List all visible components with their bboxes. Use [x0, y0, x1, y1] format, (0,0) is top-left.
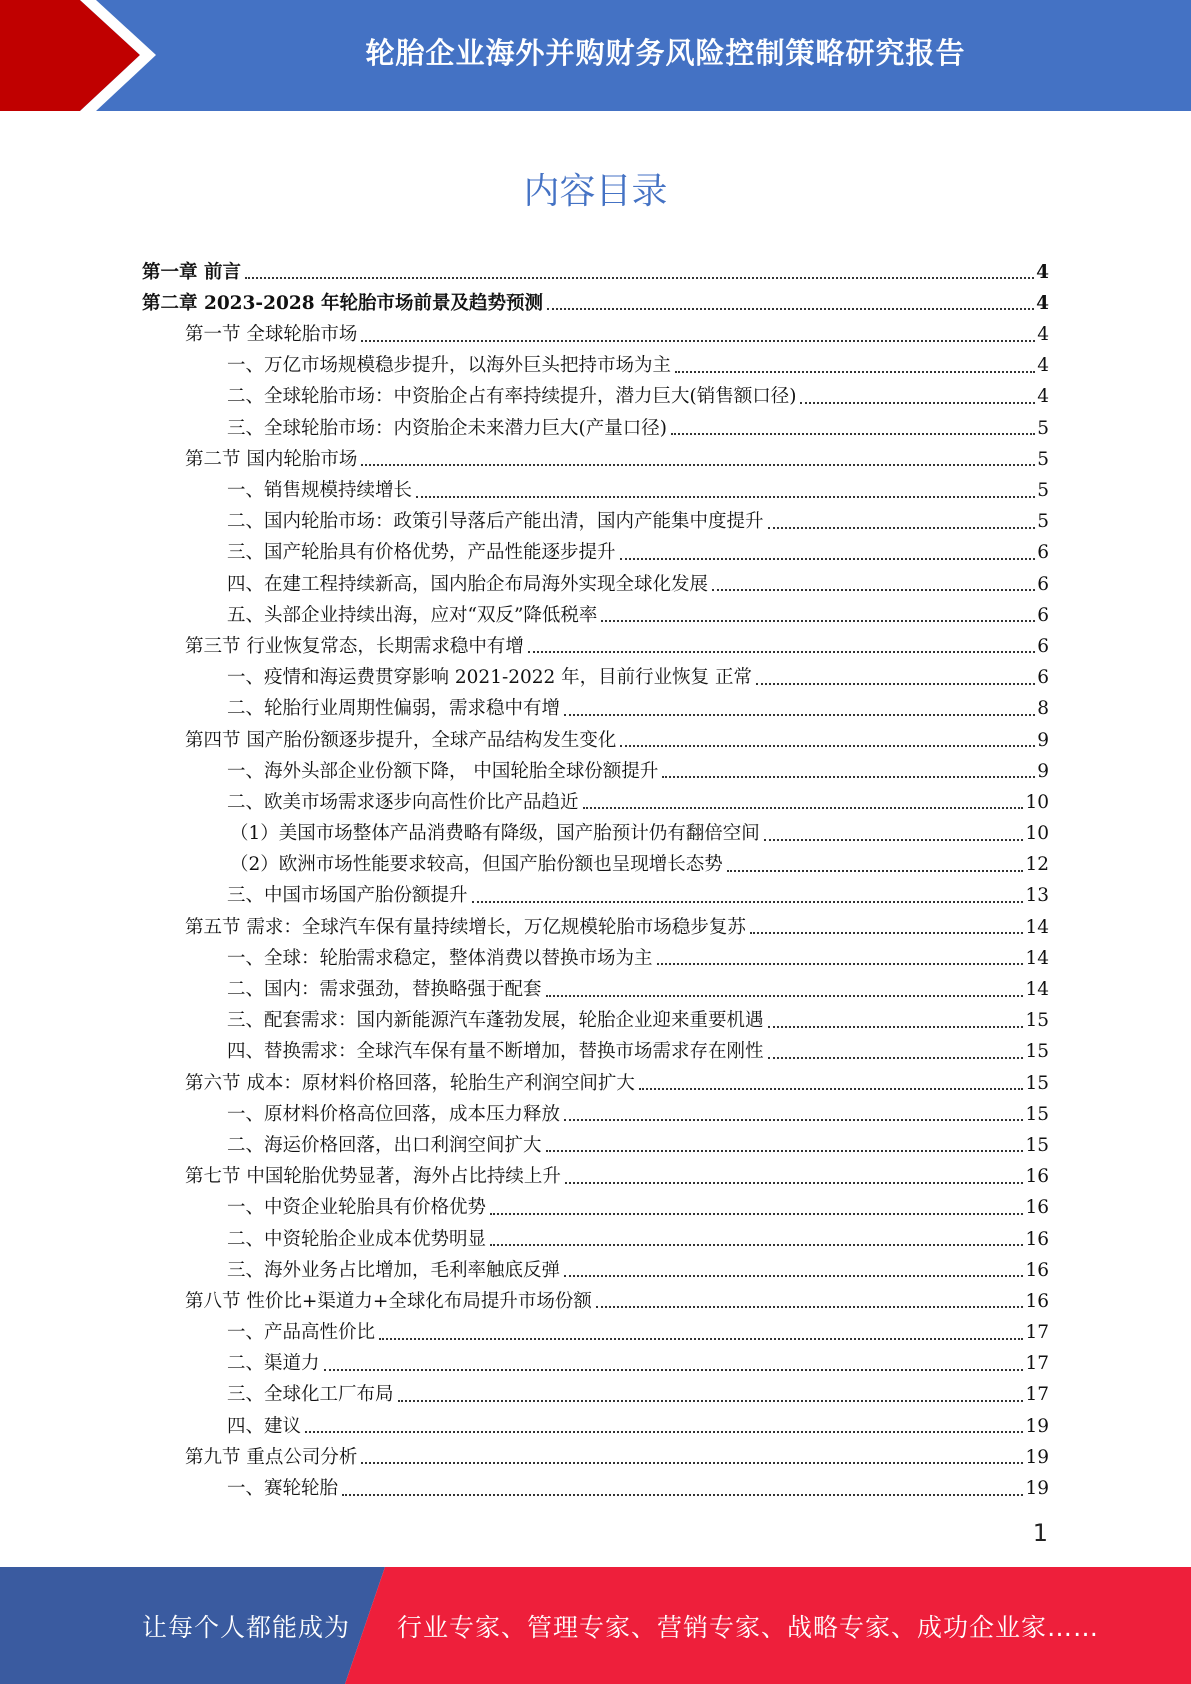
toc-dot-leader [639, 1088, 1024, 1090]
toc-dot-leader [416, 496, 1035, 498]
toc-entry-text: 二、全球轮胎市场：中资胎企占有率持续提升，潜力巨大(销售额口径) [227, 386, 797, 408]
toc-entry-page: 5 [1037, 448, 1049, 470]
toc-entry-page: 12 [1025, 854, 1049, 876]
toc-entry-page: 14 [1025, 947, 1049, 969]
toc-entry[interactable] [142, 1378, 1049, 1409]
toc-entry-text: 二、渠道力 [227, 1353, 320, 1375]
toc-entry-page: 4 [1037, 386, 1049, 408]
report-title: 轮胎企业海外并购财务风险控制策略研究报告 [365, 35, 966, 70]
toc-dot-leader [768, 527, 1036, 529]
toc-entry-page: 15 [1025, 1134, 1049, 1156]
toc-entry[interactable] [142, 567, 1049, 598]
toc-entry[interactable] [142, 317, 1049, 348]
toc-entry[interactable] [142, 723, 1049, 754]
toc-entry-page: 15 [1025, 1041, 1049, 1063]
toc-entry-text: 一、海外头部企业份额下降， 中国轮胎全球份额提升 [227, 760, 659, 782]
toc-entry-page: 6 [1037, 667, 1049, 689]
toc-entry-page: 4 [1036, 261, 1049, 283]
toc-dot-leader [768, 1026, 1024, 1028]
toc-entry[interactable] [142, 1004, 1049, 1035]
toc-entry-text: 一、原材料价格高位回落，成本压力释放 [227, 1103, 561, 1125]
toc-dot-leader [564, 1275, 1023, 1277]
toc-dot-leader [756, 683, 1035, 685]
toc-dot-leader [379, 1338, 1023, 1340]
toc-entry-text: 第九节 重点公司分析 [185, 1446, 358, 1468]
toc-entry-text: 第三节 行业恢复常态，长期需求稳中有增 [185, 635, 524, 657]
toc-entry[interactable] [142, 972, 1049, 1003]
toc-entry-page: 16 [1025, 1228, 1049, 1250]
toc-entry[interactable] [142, 536, 1049, 567]
toc-entry-page: 19 [1025, 1415, 1049, 1437]
toc-dot-leader [361, 340, 1035, 342]
toc-dot-leader [546, 995, 1024, 997]
toc-entry[interactable] [142, 1128, 1049, 1159]
toc-entry-text: 一、全球：轮胎需求稳定，整体消费以替换市场为主 [227, 947, 653, 969]
toc-dot-leader [528, 651, 1035, 653]
toc-entry-page: 16 [1025, 1290, 1049, 1312]
toc-entry[interactable] [142, 1409, 1049, 1440]
toc-entry[interactable] [142, 286, 1049, 317]
toc-entry-page: 4 [1036, 292, 1049, 314]
toc-entry[interactable] [142, 505, 1049, 536]
toc-entry[interactable] [142, 692, 1049, 723]
toc-dot-leader [564, 714, 1035, 716]
table-of-contents [142, 255, 1049, 1503]
toc-entry-text: 四、替换需求：全球汽车保有量不断增加，替换市场需求存在刚性 [227, 1041, 764, 1063]
toc-dot-leader [547, 308, 1034, 310]
toc-entry[interactable] [142, 411, 1049, 442]
toc-dot-leader [324, 1369, 1024, 1371]
toc-dot-leader [727, 870, 1024, 872]
toc-entry-page: 6 [1037, 573, 1049, 595]
toc-entry-text: （1）美国市场整体产品消费略有降级，国产胎预计仍有翻倍空间 [230, 823, 760, 845]
toc-entry[interactable] [142, 1440, 1049, 1471]
toc-entry[interactable] [142, 1066, 1049, 1097]
toc-entry-text: 一、中资企业轮胎具有价格优势 [227, 1197, 487, 1219]
toc-entry-text: 第五节 需求：全球汽车保有量持续增长，万亿规模轮胎市场稳步复苏 [185, 916, 746, 938]
toc-entry-text: 二、欧美市场需求逐步向高性价比产品趋近 [227, 791, 579, 813]
toc-entry[interactable] [142, 349, 1049, 380]
toc-entry-page: 19 [1025, 1446, 1049, 1468]
toc-dot-leader [546, 1150, 1024, 1152]
toc-entry-page: 16 [1025, 1259, 1049, 1281]
toc-entry-text: 三、全球化工厂布局 [227, 1384, 394, 1406]
toc-entry[interactable] [142, 380, 1049, 411]
toc-dot-leader [657, 963, 1024, 965]
toc-entry-page: 5 [1037, 480, 1049, 501]
toc-dot-leader [583, 807, 1024, 809]
toc-entry-page: 17 [1025, 1384, 1049, 1406]
toc-entry[interactable] [142, 1159, 1049, 1190]
toc-entry[interactable] [142, 910, 1049, 941]
toc-dot-leader [305, 1431, 1023, 1433]
page-number: 1 [1032, 1519, 1048, 1547]
toc-entry-text: 第一章 前言 [142, 261, 241, 283]
toc-dot-leader [620, 745, 1035, 747]
toc-dot-leader [764, 839, 1024, 841]
toc-entry-page: 9 [1037, 729, 1049, 751]
toc-entry[interactable] [142, 816, 1049, 847]
toc-entry-page: 4 [1037, 324, 1049, 346]
toc-heading: 内容目录 [523, 171, 668, 212]
toc-entry[interactable] [142, 473, 1049, 504]
footer-band [0, 1567, 1191, 1684]
toc-entry-page: 9 [1037, 760, 1049, 782]
toc-entry-text: 第七节 中国轮胎优势显著，海外占比持续上升 [185, 1166, 561, 1188]
toc-entry-text: 三、配套需求：国内新能源汽车蓬勃发展，轮胎企业迎来重要机遇 [227, 1010, 764, 1032]
toc-entry-page: 10 [1025, 791, 1049, 813]
toc-entry[interactable] [142, 1097, 1049, 1128]
toc-dot-leader [601, 620, 1035, 622]
toc-dot-leader [768, 1057, 1024, 1059]
toc-dot-leader [361, 1462, 1023, 1464]
toc-entry-page: 16 [1025, 1166, 1049, 1188]
toc-dot-leader [342, 1494, 1023, 1496]
toc-entry[interactable] [142, 941, 1049, 972]
toc-entry-text: 一、疫情和海运费贯穿影响 2021-2022 年，目前行业恢复 正常 [227, 667, 753, 689]
toc-entry-page: 6 [1037, 604, 1049, 626]
toc-dot-leader [490, 1244, 1023, 1246]
toc-entry[interactable] [142, 660, 1049, 691]
toc-entry-page: 14 [1025, 979, 1049, 1000]
toc-dot-leader [620, 558, 1036, 560]
toc-entry-text: 四、建议 [227, 1415, 302, 1437]
toc-entry-page: 4 [1037, 355, 1049, 377]
toc-dot-leader [398, 1400, 1024, 1402]
toc-entry[interactable] [142, 785, 1049, 816]
toc-entry-text: 五、头部企业持续出海，应对“双反”降低税率 [227, 604, 598, 626]
toc-entry-page: 17 [1025, 1353, 1049, 1375]
toc-entry[interactable] [142, 1347, 1049, 1378]
toc-dot-leader [671, 433, 1035, 435]
toc-entry-text: 四、在建工程持续新高，国内胎企布局海外实现全球化发展 [227, 573, 709, 595]
toc-dot-leader [490, 1213, 1023, 1215]
toc-dot-leader [596, 1306, 1024, 1308]
toc-entry[interactable] [142, 255, 1049, 286]
toc-entry-page: 15 [1025, 1103, 1049, 1125]
toc-entry[interactable] [142, 1471, 1049, 1502]
toc-entry-text: 一、销售规模持续增长 [227, 480, 413, 501]
toc-dot-leader [800, 402, 1035, 404]
toc-entry-text: 二、国内轮胎市场：政策引导落后产能出清，国内产能集中度提升 [227, 511, 764, 533]
toc-entry-text: 二、轮胎行业周期性偏弱，需求稳中有增 [227, 698, 561, 720]
toc-entry-text: 三、海外业务占比增加，毛利率触底反弹 [227, 1259, 561, 1281]
toc-entry-page: 14 [1025, 916, 1049, 938]
toc-entry[interactable] [142, 879, 1049, 910]
toc-entry-text: 二、海运价格回落，出口利润空间扩大 [227, 1134, 542, 1156]
toc-entry-text: 第二节 国内轮胎市场 [185, 448, 358, 470]
toc-entry-text: 第四节 国产胎份额逐步提升，全球产品结构发生变化 [185, 729, 617, 751]
toc-entry-text: 第六节 成本：原材料价格回落，轮胎生产利润空间扩大 [185, 1072, 635, 1094]
toc-entry-text: 一、万亿市场规模稳步提升，以海外巨头把持市场为主 [227, 355, 672, 377]
toc-entry-text: 一、赛轮轮胎 [227, 1478, 339, 1499]
toc-entry[interactable] [142, 848, 1049, 879]
toc-entry-page: 6 [1037, 542, 1049, 564]
toc-entry-text: 第八节 性价比+渠道力+全球化布局提升市场份额 [185, 1290, 592, 1312]
toc-dot-leader [712, 589, 1035, 591]
toc-entry-page: 10 [1025, 823, 1049, 845]
toc-entry-page: 6 [1037, 635, 1049, 657]
toc-dot-leader [565, 1182, 1024, 1184]
toc-entry[interactable] [142, 1253, 1049, 1284]
footer-slogan-right: 行业专家、管理专家、营销专家、战略专家、成功企业家…… [397, 1612, 1100, 1642]
toc-entry-text: （2）欧洲市场性能要求较高，但国产胎份额也呈现增长态势 [230, 854, 723, 876]
toc-entry-text: 三、中国市场国产胎份额提升 [227, 885, 468, 907]
toc-entry-page: 19 [1025, 1478, 1049, 1499]
toc-dot-leader [245, 277, 1034, 279]
toc-entry-text: 第一节 全球轮胎市场 [185, 324, 358, 346]
toc-dot-leader [472, 901, 1024, 903]
toc-entry[interactable] [142, 1284, 1049, 1315]
toc-entry-page: 13 [1025, 885, 1049, 907]
toc-entry-page: 15 [1025, 1010, 1049, 1032]
toc-entry-page: 17 [1025, 1322, 1049, 1344]
toc-entry[interactable] [142, 1035, 1049, 1066]
header-band [0, 0, 1191, 111]
toc-entry[interactable] [142, 1222, 1049, 1253]
toc-entry-page: 5 [1037, 417, 1049, 439]
toc-dot-leader [662, 776, 1035, 778]
toc-entry-page: 8 [1037, 698, 1049, 720]
toc-entry-text: 二、国内：需求强劲，替换略强于配套 [227, 979, 542, 1000]
toc-entry[interactable] [142, 442, 1049, 473]
footer-slogan-left: 让每个人都能成为 [142, 1612, 351, 1642]
toc-entry[interactable] [142, 598, 1049, 629]
toc-entry[interactable] [142, 754, 1049, 785]
toc-dot-leader [675, 371, 1035, 373]
toc-dot-leader [564, 1119, 1023, 1121]
toc-entry[interactable] [142, 1315, 1049, 1346]
toc-entry-page: 5 [1037, 511, 1049, 533]
toc-dot-leader [361, 464, 1035, 466]
toc-entry-text: 一、产品高性价比 [227, 1322, 376, 1344]
toc-entry-page: 16 [1025, 1197, 1049, 1219]
toc-dot-leader [750, 932, 1024, 934]
toc-entry-page: 15 [1025, 1072, 1049, 1094]
toc-entry-text: 二、中资轮胎企业成本优势明显 [227, 1228, 487, 1250]
toc-entry-text: 三、全球轮胎市场：内资胎企未来潜力巨大(产量口径) [227, 417, 667, 439]
toc-entry-text: 三、国产轮胎具有价格优势，产品性能逐步提升 [227, 542, 616, 564]
toc-entry[interactable] [142, 1191, 1049, 1222]
toc-entry-text: 第二章 2023-2028 年轮胎市场前景及趋势预测 [142, 292, 544, 314]
toc-entry[interactable] [142, 629, 1049, 660]
